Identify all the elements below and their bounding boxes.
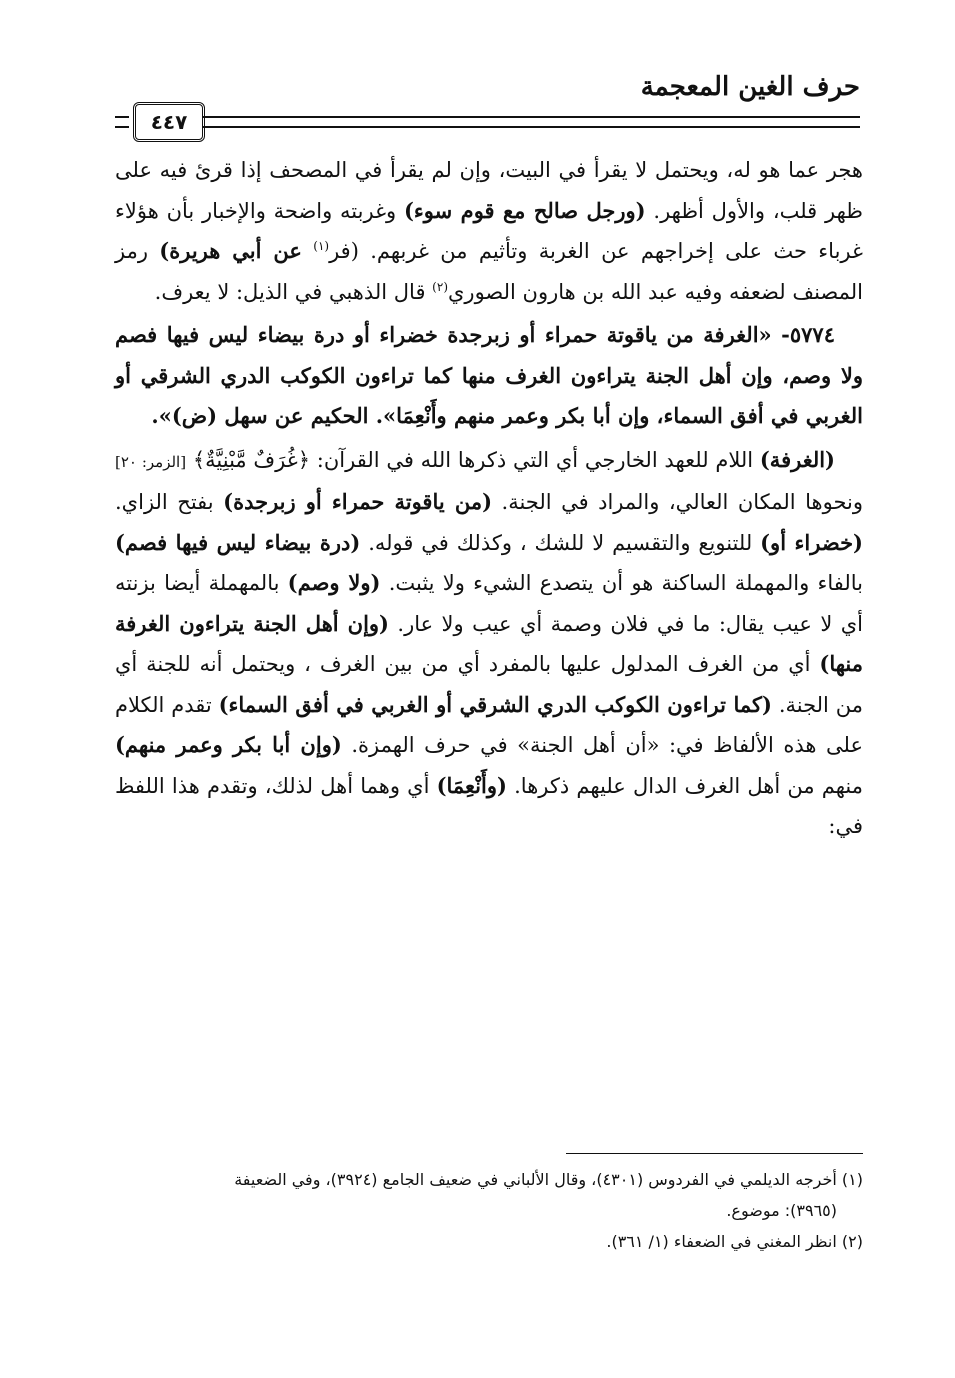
bold-phrase: (من ياقوتة حمراء أو زبرجدة) [223,489,493,514]
bold-phrase: (وإن أهل الجنة يتراءون الغرفة منها) [115,610,863,676]
text-run: منهم من أهل الغرف الدال عليهم ذكرها. [506,773,863,798]
bold-phrase: (ولا وصم) [287,570,381,595]
footnote-ref: (٢) [432,279,448,294]
bold-phrase: (كما تراءون الكوكب الدري الشرقي أو الغربي في أفق السماء) [218,691,772,717]
text-run: قال الذهبي في الذيل: لا يعرف. [154,279,433,304]
footnote-separator [566,1153,863,1154]
bold-phrase: (وإن أبا بكر وعمر منهم) [115,732,342,757]
text-run: أي من الغرف المدلول عليها بالمفرد أي من بين الغرف ، ويحتمل أنه للجنة أي من الجنة. [115,652,863,717]
main-text [115,150,863,850]
bold-phrase: (الغرفة) [759,446,835,472]
bold-phrase: (وأَنْعِمَا) [436,772,507,798]
page-header [115,72,860,132]
text-run: رمز المصنف لضعفه وفيه عبد الله بن هارون الصوري [115,239,863,304]
paragraph-hadith-5774 [115,315,863,437]
footnote-2: (٢) انظر المغني في الضعفاء (١/ ٣٦١). [606,1232,863,1251]
bold-phrase: (خضراء أو) [760,529,863,555]
footnote-1-line-2: (٣٩٦٥): موضوع. [726,1201,837,1220]
header-rule-left [115,116,129,128]
text-run: للتنويع والتقسيم لا للشك ، وكذلك في قوله. [360,530,761,555]
bold-phrase: (درة بيضاء ليس فيها فصم) [115,529,361,555]
chapter-title: حرف الغين المعجمة [640,72,860,102]
header-rule [203,116,860,128]
text-run: بالفاء والمهملة الساكنة هو أن يتصدع الشيء ولا يثبت. [380,571,864,595]
bold-phrase: عن أبي هريرة) [159,238,302,263]
text-run: تقدم الكلام على هذه الألفاظ في: «أن أهل الجنة» في حرف الهمزة. [115,692,863,757]
text-run: بفتح الزاي. [115,490,224,514]
bold-phrase: ٥٧٧٤- «الغرفة من ياقوتة حمراء أو زبرجدة خضراء أو درة بيضاء ليس فيها فصم ولا وصم، وإن أهل الجنة يتراءون الغرف منها كما تراءون الكوكب الدري الشرقي أو الغربي في أفق السماء، وإن أبا بكر وعمر منهم وأَنْعِمَا». الحكيم عن سهل (ض)». [115,322,863,428]
text-run: اللام للعهد الخارجي أي التي ذكرها الله في القرآن: ﴿غُرَفٌ مَّبْنِيَّةٌ﴾ [186,447,760,472]
text-run: هجر عما هو له، ويحتمل لا يقرأ في البيت، وإن لم يقرأ في المصحف إذا قرئ فيه على ظهر قلب، والأول أظهر. [115,158,863,223]
footnote-1-line-1: (١) أخرجه الديلمي في الفردوس (٤٣٠١)، وقال الألباني في ضعيف الجامع (٣٩٢٤)، وفي الضعيفة [234,1170,863,1189]
text-run [302,239,313,263]
page-number: ٤٤٧ [133,102,205,142]
text-run: بالمهملة أيضا بزنته أي لا عيب يقال: ما في فلان وصمة أي عيب ولا عار. [115,571,863,636]
quran-reference: [الزمر: ٢٠] [115,452,187,471]
footnotes [115,1164,863,1257]
bold-phrase: (ورجل صالح مع قوم سوء) [404,197,646,223]
text-run: أي وهما أهل لذلك، وتقدم هذا اللفظ في: [115,773,863,838]
footnote-ref: (١) [313,239,330,253]
text-run: ونحوها المكان العالي، والمراد في الجنة. [492,490,864,514]
paragraph-commentary-1 [115,150,863,312]
paragraph-commentary-2 [115,440,863,847]
text-run: وغربته واضحة والإخبار بأن هؤلاء غرباء حث على إخراجهم عن الغربة وتأثيم من غربهم. (فر [115,198,863,263]
